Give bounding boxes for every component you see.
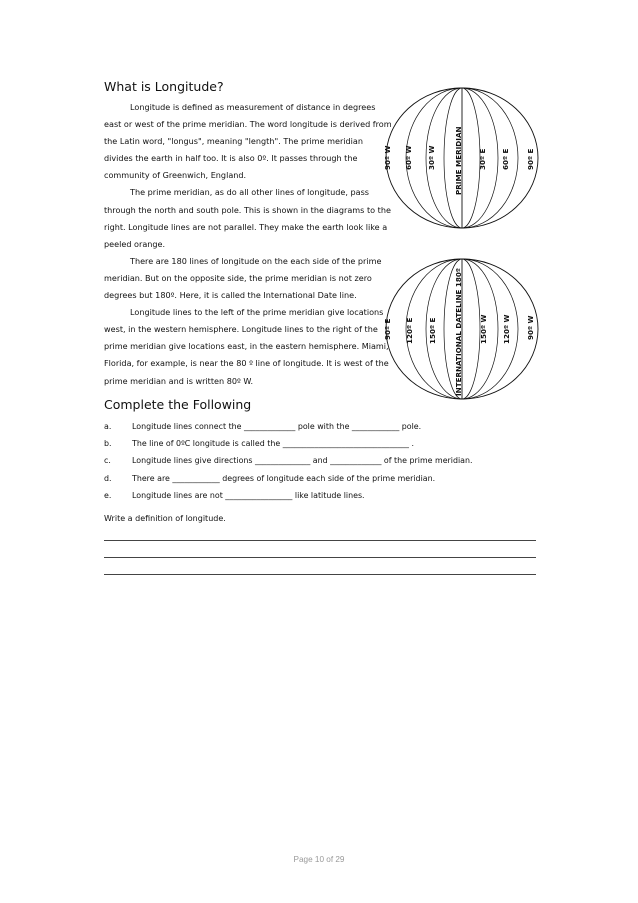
exercise-text: There are ____________ degrees of longitude each side of the prime meridian. [132,473,436,483]
exercise-item [104,435,564,452]
globe-diagram-prime-meridian [382,85,542,231]
globe-svg [382,256,542,402]
intro-paragraph: The prime meridian, as do all other lines of longitude, pass through the north and south pole. This is shown in the diagrams to the right. Longitude lines are not parallel. They make the earth look like a peeled orange. [104,187,391,249]
intro-paragraph: Longitude is defined as measurement of distance in degrees east or west of the prime meridian. The word longitude is derived from the Latin word, "longus", meaning "length". The prime meridian divides the earth in half too. It is also 0º. It passes through the community of Greenwich, England. [104,102,392,181]
exercise-letter: b. [104,439,112,449]
exercise-item [104,470,564,487]
intro-paragraph: Longitude lines to the left of the prime meridian give locations west, in the western hemisphere. Longitude lines to the right of the prime meridian give locations east, in the eastern hemisphere. Miami, Florida, for example, is near the 80 º line of longitude. It is west of the prime meridian and is written 80º W. [104,307,389,386]
longitude-label: 120º W [502,314,511,344]
exercise-text: Longitude lines give directions ______________ and _____________ of the prime meridian. [132,456,473,466]
longitude-label: 90º E [526,148,535,170]
answer-line[interactable] [104,557,536,558]
exercise-item [104,418,564,435]
exercise-letter: d. [104,473,112,483]
exercise-item [104,452,564,469]
longitude-label: 30º W [427,145,436,170]
answer-line[interactable] [104,574,536,575]
page-number-footer: Page 10 of 29 [293,855,345,864]
meridian-line [462,259,480,399]
longitude-label: 90º W [526,315,535,340]
exercise-item [104,487,564,504]
exercise-letter: a. [104,422,112,431]
globe-svg [382,85,542,231]
exercise-letter: c. [104,456,111,466]
exercise-text: Longitude lines connect the _____________ pole with the ____________ pole. [132,422,422,431]
definition-prompt: Write a definition of longitude. [104,514,226,523]
longitude-label-dateline: INTERNATIONAL DATELINE 180º [454,268,463,396]
section-title-complete: Complete the Following [104,397,252,412]
intro-paragraph: There are 180 lines of longitude on the each side of the prime meridian. But on the opposite side, the prime meridian is not zero degrees but 180º. Here, it is called the International Date line. [104,255,382,301]
longitude-label: 60º W [404,145,413,170]
longitude-label-prime-meridian: PRIME MERIDIAN [454,126,463,195]
longitude-label: 120º E [405,317,414,344]
exercise-letter: e. [104,490,112,500]
longitude-label: 60º E [501,148,510,170]
answer-line[interactable] [104,540,536,541]
fill-in-exercise [104,418,564,504]
longitude-label: 150º E [428,317,437,344]
intro-text [104,99,394,390]
exercise-text: Longitude lines are not _________________ like latitude lines. [132,490,365,500]
longitude-label: 30º E [478,148,487,170]
longitude-label: 90º W [383,145,392,170]
page-title: What is Longitude? [104,79,224,94]
exercise-text: The line of 0ºC longitude is called the ________________________________ . [132,439,414,449]
longitude-label: 90º E [383,318,392,340]
longitude-label: 150º W [479,314,488,344]
globe-diagram-dateline [382,256,542,402]
